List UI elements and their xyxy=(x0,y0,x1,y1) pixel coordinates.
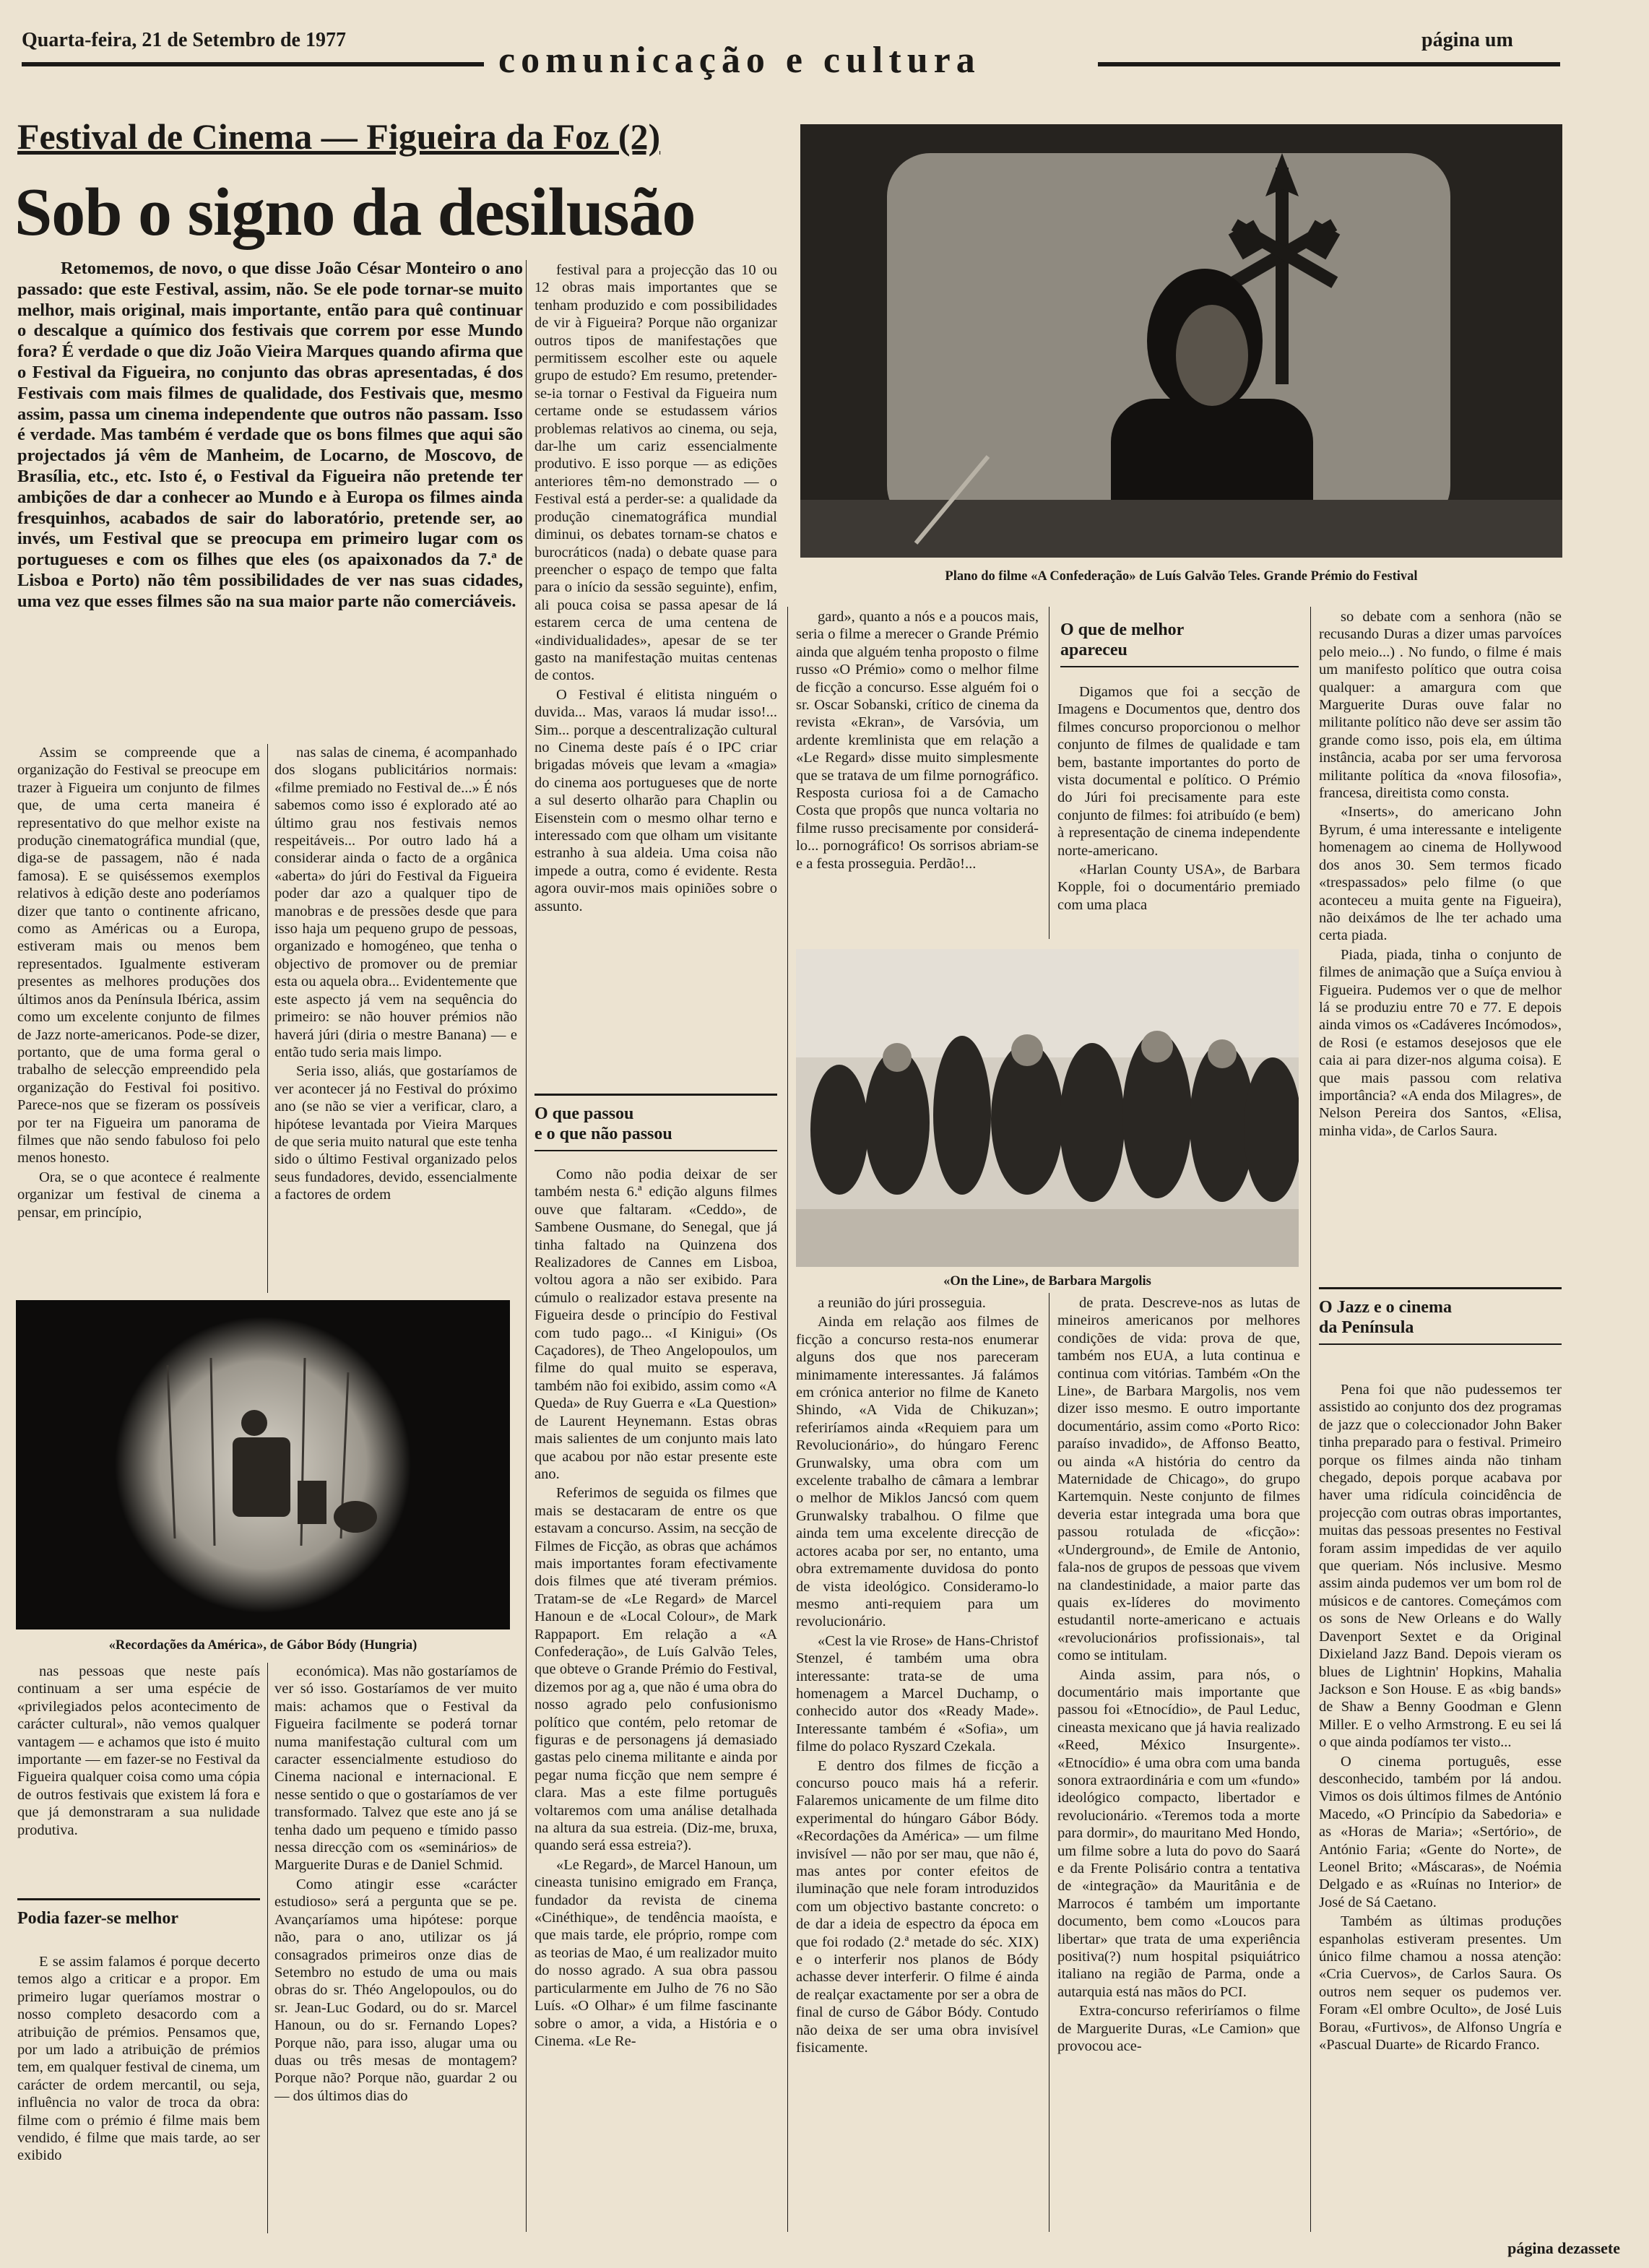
paragraph: Ainda em relação aos filmes de ficção a concurso resta-nos enumerar alguns dos que nos pareceram minimamente interessantes. Já falámos em crónica anterior no filme de Kaneto Shindo, «A Vida de Chikuzan»; referiríamos ainda «Requiem para um Revolucionário», do húngaro Ferenc Grunwalsky, uma obra com um excelente trabalho de câmara a lembrar o melhor de Miklos Jancsó com quem Grunwalsky trabalhou. O filme que ainda tem uma excelente direcção de actores acaba por ser, no entanto, uma obra extremamente duvidosa do ponto de vista ideológico. Consideramo-lo mesmo anti-requiem para um revolucionário. xyxy=(796,1314,1039,1630)
column-5-bottom xyxy=(1057,1294,1300,2232)
paragraph: E dentro dos filmes de ficção a concurso pouco mais há a referir. Falaremos unicamente de um filme dito experimental do húngaro Gábor Bódy. «Recordações da América» — um filme invisível — não por ser mau, que não é, mas antes por conter efeitos de iluminação que nele foram introduzidos com um objectivo bastante concreto: o de dar a ideia de espectro da época em que foi rodado (2.ª metade do séc. XIX) e o interferir nos planos de Bódy achasse dever interferir. O filme é ainda de realçar exactamente por ser a obra de final de curso de Gábor Bódy. Contudo não deixa de ser uma obra invisível fisicamente. xyxy=(796,1757,1039,2056)
paragraph: O Festival é elitista ninguém o duvida... Mas, varaos lá mudar isso!... Sim... porque a descentralização cultural no Cinema deste país é o IPC criar brigadas móveis que levam a «magia» do cinema aos portugueses que de norte a sul deserto olharão para Chaplin ou Eisenstein com o mesmo olhar terno e interessado com que olham um visitante estranho à sua aldeia. Uma coisa não impede a outra, como é evidente. Resta agora ouvir-mos mais opiniões sobre o assunto. xyxy=(534,686,777,914)
paragraph: «Inserts», do americano John Byrum, é uma interessante e inteligente homenagem ao cinema de Hollywood dos anos 30. Sem termos ficado «trespassados» pelo filme (o que aconteceu a muita gente na Figueira), não deixámos de lhe ter achado uma certa piada. xyxy=(1319,804,1562,944)
caption-on-the-line: «On the Line», de Barbara Margolis xyxy=(943,1274,1151,1289)
paragraph: Como não podia deixar de ser também nesta 6.ª edição alguns filmes ouve que faltaram. «Ceddo», de Sambene Ousmane, do Senegal, que já tinha faltado na Quinzena dos Realizadores de Cannes em Lisboa, voltou agora a não ser exibido. Para cúmulo o realizador estava presente na Figueira desde o princípio do Festival com tudo pago... «I Kinigui» (Os Caçadores), de Theo Angelopoulos, um filme do qual muito se esperava, também não foi exibido, assim como «A Queda» de Ruy Guerra e «La Question» de Laurent Heynemann. Estas obras mais salientes de um conjunto mais lato que acabou por não estar presente este ano. xyxy=(534,1167,777,1482)
photo-a-confederacao xyxy=(800,124,1562,558)
column-3-top xyxy=(534,261,777,1070)
paragraph: gard», quanto a nós e a poucos mais, seria o filme a merecer o Grande Prémio ainda que alguém tenha proposto o filme russo «O Prémio» como o melhor filme de ficção a concurso. Esse alguém foi o sr. Oscar Sobanski, crítico de cinema da revista «Ekran», de Varsóvia, um ardente kremlinista que em relação a «Le Regard» disse muito simplesmente que se tratava de um filme pornográfico. Resposta curiosa foi a de Camacho Costa que propôs que nunca voltaria no filme russo precisamente por considerá-lo... pornográfico! Os sorrisos abriam-se e a festa prosseguia. Perdão!... xyxy=(796,609,1039,872)
caption-recordacoes: «Recordações da América», de Gábor Bódy (Hungria) xyxy=(108,1638,417,1653)
paragraph: festival para a projecção das 10 ou 12 obras mais importantes que se tenham produzido e com possibilidades de vir à Figueira? Porque não organizar outros tipos de manifestações que permitissem escolher este ou aquele grupo de estudo? Em resumo, pretender-se-ia tornar o Festival da Figueira num certame onde se estudassem vários problemas relativos ao cinema, ou seja, dar-lhe um cariz essencialmente produtivo. E isso porque — as edições anteriores têm-no demonstrado — o Festival está a perder-se: a qualidade da produção cinematográfica mundial diminui, os debates tornam-se chatos e burocráticos (nada) o debate quase para preencher o espaço de tempo que falta para o início da sessão seguinte), enfim, ali pouca coisa se passa apesar de lá estarem cerca de uma centena de «individualidades», apesar de se ter gasto na manifestação muitas centenas de contos. xyxy=(534,262,777,684)
paragraph: de prata. Descreve-nos as lutas de mineiros americanos por melhores condições de vida: prova de que, também nos EUA, a luta continua e continua com vitórias. Também «On the Line», de Barbara Margolis, nos vem dizer isso mesmo. E outro importante documentário, assim como «Porto Rico: paraíso invadido», de Affonso Beatto, ou ainda «A história do centro da Maternidade de Chicago», do grupo Kartemquin. Neste conjunto de filmes deveria estar integrada uma bora que passou rotulada de «ficção»: «Underground», de Emile de Antonio, fala-nos de grupos de pessoas que vivem na clandestinidade, a maior parte das quais ex-líderes do movimento estudantil norte-americano e actuais «revolucionários profissionais», tal como se intitulam. xyxy=(1057,1295,1300,1664)
paragraph: Ainda assim, para nós, o documentário mais importante que passou foi «Etnocídio», de Paul Leduc, cineasta mexicano que já havia realizado «Reed, México Insurgente». «Etnocídio» é uma obra com uma banda sonora extraordinária e com um «fundo» ideológico compacto, libertador e revolucionário. «Teremos toda a morte para dormir», do mauritano Med Hondo, um filme sobre a luta do povo do Saará e da Frente Polisário contra a tentativa de «integração» da Mauritânia e de Marrocos é também um importante documento, bem como «Loucos para libertar» que trata de uma experiência positiva(?) num hospital psiquiátrico italiano na região de Parma, onde a autarquia está nas mãos do PCI. xyxy=(1057,1666,1300,2000)
subhead-rule xyxy=(1319,1287,1562,1289)
paragraph: so debate com a senhora (não se recusando Duras a dizer umas parvoíces pelo meio...) . No fundo, o filme é mais um manifesto político que outra coisa qualquer: a amargura com que Marguerite Duras ouve falar no militante político não deve ser assim tão grande como isso, pois ela, em última instância, acaba por ser uma fervorosa militante política da «nova filosofia», francesa, direitista como consta. xyxy=(1319,609,1562,802)
column-1-middle xyxy=(17,1663,260,1872)
column-rule xyxy=(787,607,788,2232)
column-6-bottom xyxy=(1319,1381,1562,2219)
confederacao-scene-image xyxy=(800,124,1562,558)
subhead-rule xyxy=(17,1898,260,1900)
subhead-text-line-1: O Jazz e o cinema xyxy=(1319,1298,1452,1317)
issue-date: Quarta-feira, 21 de Setembro de 1977 xyxy=(22,29,346,51)
caption-confederacao: Plano do filme «A Confederação» de Luís Galvão Teles. Grande Prémio do Festival xyxy=(945,569,1418,584)
paragraph: Extra-concurso referiríamos o filme de Marguerite Duras, «Le Camion» que provocou ace- xyxy=(1057,2003,1300,2055)
subhead-text-line-2: da Península xyxy=(1319,1318,1414,1337)
subhead-o-que-de-melhor xyxy=(1060,620,1299,660)
subhead-text-line-1: O que de melhor xyxy=(1060,620,1185,639)
subhead-text-line-2: apareceu xyxy=(1060,641,1128,659)
paragraph: Seria isso, aliás, que gostaríamos de ver acontecer já no Festival do próximo ano (se não se vier a verificar, claro, a hipótese levantada por Vieira Marques de que seria muito natural que este tenha sido o último Festival organizado pelos seus fundadores, devido, essencialmente a factores de ordem xyxy=(274,1063,517,1203)
paragraph: nas pessoas que neste país continuam a ser uma espécie de «privilegiados pelos acontecimento de carácter cultural», não vemos qualquer vantagem — e achamos que isto é muito importante — em fazer-se no Festival da Figueira qualquer coisa como uma cópia de outros festivais que existem lá fora e que já demonstraram a sua nulidade produtiva. xyxy=(17,1663,260,1838)
subhead-rule xyxy=(534,1094,777,1096)
paragraph: económica). Mas não gostaríamos de ver só isso. Gostaríamos de ver muito mais: achamos que o Festival da Figueira facilmente se poderá tornar numa manifestação cultural com um caracter essencialmente estudioso do Cinema nacional e internacional. E nesse sentido o que o gostaríamos de ver transformado. Talvez que este ano já se tenha dado um pequeno e tímido passo nessa direcção com os «seminários» de Marguerite Duras e de Daniel Schmid. xyxy=(274,1663,517,1874)
subhead-underline xyxy=(534,1150,777,1151)
lead-paragraph: Retomemos, de novo, o que disse João César Monteiro o ano passado: que este Festival, assim, não. Se ele pode tornar-se muito melhor, mais original, mais importante, então para quê continuar o descalque a químico dos festivais que correm por esse Mundo fora? É verdade o que diz João Vieira Marques quando afirma que o Festival da Figueira, no conjunto das obras apresentadas, é dos Festivais com mais filmes de qualidade, dos Festivais que, mesmo assim, passa um cinema independente que outros não passam. Isso é verdade. Mas também é verdade que os bons filmes que aqui são projectados já vêm de Manheim, de Locarno, de Moscovo, de Brasília, etc., etc. Isto é, o Festival da Figueira não pretende ter ambições de dar a conhecer ao Mundo e à Europa os filmes ainda fresquinhos, acabados de sair do laboratório, pretende ser, ao invés, um Festival que se preocupa em primeiro lugar com os portugueses e com os filhes que eles (os apaixonados da 7.ª de Lisboa e Porto) não têm possibilidades de ver nas suas cidades, uma vez que esses filmes são na sua maior parte não comerciáveis. xyxy=(17,259,523,611)
header-rule-left xyxy=(22,62,484,66)
paragraph: nas salas de cinema, é acompanhado dos slogans publicitários normais: «filme premiado no Festival de...» É nós sabemos como isso é explorado até ao último grau nos festivais nemos respeitáveis... Por outro lado há a considerar ainda o facto de a orgânica «aberta» do júri do Festival da Figueira poder dar azo a qualquer tipo de manobras e de pressões desde que para isso haja um pequeno grupo de pessoas, organizado e homogéneo, que tenha o objectivo de promover ou de premiar esta ou aquela obra... Evidentemente que este aspecto já vem na sequência do primeiro: se não houver prémios não haverá júri (diria o mestre Banana) — e então tudo seria mais limpo. xyxy=(274,745,517,1060)
header-rule-right xyxy=(1098,62,1560,66)
column-4-top xyxy=(796,608,1039,940)
paragraph: «Cest la vie Rrose» de Hans-Christof Stenzel, é também uma obra interessante: trata-se de uma homenagem a Marcel Duchamp, o conhecido autor dos «Ready Made». Interessante também é «Sofia», um filme do polaco Ryszard Czekala. xyxy=(796,1632,1039,1755)
column-2-bottom xyxy=(274,1663,517,2233)
paragraph: «Harlan County USA», de Barbara Kopple, foi o documentário premiado com uma placa xyxy=(1057,862,1300,913)
vignette-lens-image xyxy=(16,1300,510,1629)
subhead-text: Podia fazer-se melhor xyxy=(17,1909,179,1928)
column-5-top xyxy=(1057,683,1300,940)
paragraph: E se assim falamos é porque decerto temos algo a criticar e a propor. Em primeiro lugar queríamos mostrar o nosso completo desacordo com a atribuição de prémios. Pensamos que, por um lado a atribuição de prémios tem, em qualquer festival de cinema, um carácter de ordem mercantil, ou seja, influência no valor de troca da obra: filme com o prémio é filme mais bem vendido, é filme que mais tarde, ao ser exibido xyxy=(17,1954,260,2164)
paragraph: «Le Regard», de Marcel Hanoun, um cineasta tunisino emigrado em França, fundador da revista de cinema «Cinéthique», de tendência maoísta, e que mais tarde, ele próprio, rompe com as teorias de Mao, é um realizador muito do nosso agrado. A sua obra passou particularmente em Julho de 76 no São Luís. «O Olhar» é um filme fascinante sobre o amor, a vida, a História e o Cinema. «Le Re- xyxy=(534,1856,777,2049)
paragraph: Referimos de seguida os filmes que mais se destacaram de entre os que estavam a concurso. Assim, na secção de Filmes de Ficção, as obras que achámos mais importantes foram efectivamente dois filmes que até tiveram prémios. Tratam-se de «Le Regard» de Marcel Hanoun e de «Local Colour», de Mark Rappaport. Em relação a «A Confederação», de Luís Galvão Teles, que obteve o Grande Prémio do Festival, dizemos por ag a, que não é uma obra do nosso agrado pelo confusionismo político que contém, pelo retomar de figuras e de personagens já demasiado gastas pelo cinema militante e ainda por pegar numa ficção que nem sempre é clara. Mas a este filme português voltaremos com uma análise detalhada na altura da sua estreia. (Diz-me, bruxa, quando será essa estreia?). xyxy=(534,1485,777,1854)
subhead-text-line-1: O que passou xyxy=(534,1104,634,1123)
page-number: página dezassete xyxy=(1507,2239,1620,2257)
section-title: comunicação e cultura xyxy=(498,40,981,81)
paragraph: O cinema português, esse desconhecido, também por lá andou. Vimos os dois últimos filmes de António Macedo, «O Princípio da Sabedoria» e as «Horas de Maria»; «Sertório», de António Faria; «Gente do Norte», de Leonel Brito; «Máscaras», de Noémia Delgado e as «Ruínas no Interior» de José de Sá Caetano. xyxy=(1319,1753,1562,1910)
column-1-top xyxy=(17,744,260,1293)
crowd-scene-image xyxy=(796,949,1299,1267)
column-rule xyxy=(526,260,527,2232)
column-6-top xyxy=(1319,608,1562,1258)
article-kicker: Festival de Cinema — Figueira da Foz (2) xyxy=(17,116,661,157)
paragraph: Piada, piada, tinha o conjunto de filmes de animação que a Suíça enviou à Figueira. Pudemos ver o que de melhor lá se produziu entre 70 e 77. E depois ainda vimos os «Cadáveres Incómodos», de Rosi (e estamos desejosos que ele caia ai para dizer-nos alguma coisa). E que mais passou com relativa importância? «A enda dos Milagres», de Nelson Pereira dos Santos, «Elisa, minha vida», de Carlos Saura. xyxy=(1319,946,1562,1139)
column-4-bottom xyxy=(796,1294,1039,2232)
paragraph: a reunião do júri prosseguia. xyxy=(818,1295,986,1311)
article-lead xyxy=(17,259,523,721)
column-1-bottom xyxy=(17,1953,260,2228)
page-label: página um xyxy=(1421,29,1513,51)
paragraph: Assim se compreende que a organização do Festival se preocupe em trazer à Figueira um conjunto de filmes que, de uma certa maneira é representativo do que melhor existe na produção cinematográfica mundial (que, diga-se de passagem, não é nada famosa). E se quiséssemos exemplos relativos à edição deste ano poderíamos dizer que tanto o continente africano, como as Américas ou a Europa, estiveram mais ou menos bem representados. Igualmente estiveram presentes as melhores produções dos últimos anos da Península Ibérica, assim como um excelente conjunto de filmes de Jazz norte-americanos. Pode-se dizer, portanto, que de uma forma geral o trabalho de selecção empreendido pela organização do Festival foi positivo. Parece-nos que se fizeram os possíveis por ter na Figueira um panorama de filmes que não sendo fabuloso foi pelo menos honesto. xyxy=(17,745,260,1167)
column-2-top xyxy=(274,744,517,1293)
article-headline: Sob o signo da desilusão xyxy=(14,175,696,250)
column-rule xyxy=(267,744,268,1293)
photo-on-the-line xyxy=(796,949,1299,1267)
paragraph: Também as últimas produções espanholas estiveram presentes. Um único filme chamou a nossa atenção: «Cria Cuervos», de Carlos Saura. Os outros nem sequer os pudemos ver. Foram «El ombre Oculto», de José Luis Borau, «Furtivos», de Alfonso Ungría e «Pascual Duarte» de Ricardo Franco. xyxy=(1319,1913,1562,2053)
paragraph: Digamos que foi a secção de Imagens e Documentos que, dentro dos filmes concurso proporcionou o melhor conjunto de filmes de qualidade e tam bem, bastante importantes do porto de vista documental e político. O Prémio do Júri foi precisamente para este conjunto de filmes: foi atribuído (e bem) à representação de cinema independente norte-americano. xyxy=(1057,684,1300,859)
subhead-text-line-2: e o que não passou xyxy=(534,1125,672,1143)
photo-recordacoes-da-america xyxy=(16,1300,510,1629)
subhead-o-que-passou xyxy=(534,1104,777,1144)
subhead-underline xyxy=(1060,666,1299,667)
subhead-o-jazz-e-o-cinema xyxy=(1319,1297,1562,1338)
column-rule xyxy=(267,1663,268,2233)
column-rule xyxy=(1310,607,1311,2232)
subhead-underline xyxy=(1319,1343,1562,1345)
subhead-podia-fazer-se-melhor xyxy=(17,1908,260,1929)
paragraph: Como atingir esse «carácter estudioso» será a pergunta que se pe. Avançaríamos uma hipótese: porque não, para o ano, utilizar os já consagrados primeiros onze dias de Setembro no estudo de uma ou mais obras do sr. Théo Angelopoulos, ou do sr. Jean-Luc Godard, ou do sr. Marcel Hanoun, ou do sr. Fernando Lopes? Porque não, para isso, alugar uma ou duas ou três mesas de montagem? Porque não? Porque não, guardar 2 ou — dos últimos dias do xyxy=(274,1876,517,2104)
column-3-bottom xyxy=(534,1166,777,2232)
paragraph: Pena foi que não pudessemos ter assistido ao conjunto dos dez programas de jazz que o coleccionador John Baker tinha preparado para o festival. Primeiro porque os filmes ainda não tinham chegado, depois porque acabava por haver uma ridícula coincidência de projecção com outras obras importantes, muitas das pessoas presentes no Festival foram assim impedidas de ver aquilo que queriam. Nós inclusive. Mesmo assim ainda pudemos ver um bom rol de músicos e de cantores. Começámos com os sons de New Orleans e do Wally Davenport Sextet e da Original Dixieland Jazz Band. Depois vieram os blues de Lightnin' Hopkins, Mahalia Jackson e Son House. E as «big bands» de Shaw a Benny Goodman e Glenn Miller. E o velho Armstrong. E eu sei lá o que ainda podíamos ter visto... xyxy=(1319,1382,1562,1751)
paragraph: Ora, se o que acontece é realmente organizar um festival de cinema a pensar, em princípio, xyxy=(17,1169,260,1221)
